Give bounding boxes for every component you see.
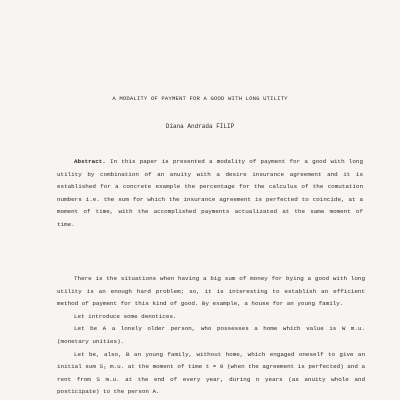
body-paragraph: Let be, also, B an young family, without home, which engaged oneself to give an initial sum S₁ m.u. at the moment of time t = 0 (when the agreement is perfected) and a rent from S m.u. at the end of every year, during n years (as anuity whole and posticipate) to the person A. (57, 350, 365, 396)
body-paragraph: Let introduce some denotices. (74, 312, 177, 320)
body-paragraph: There is the situations when having a big sum of money for bying a good with long utility is an enough hard problem; so, it is interesting to establish an efficient method of payment for this kind of good. By example, a house for an young family. (57, 275, 365, 308)
body-text (57, 273, 365, 399)
abstract-text: In this paper is presented a modality of payment for a good with long utility by combination of an anuity with a desire insurance agreement and it is established for a concrete example the percentage for the calculus of the comutation numbers i.e. the sum for which the insurance agreement is perfected to coincide, at a moment of time, with the accomplished payments actualizated at the same moment of time. (57, 158, 363, 228)
paper-title: A MODALITY OF PAYMENT FOR A GOOD WITH LONG UTILITY (112, 95, 288, 102)
body-paragraph: Let be A a lonely older person, who possesses a home which value is W m.u. (monetary unities). (57, 325, 365, 345)
abstract-label: Abstract. (74, 158, 106, 165)
abstract-paragraph (57, 156, 363, 232)
paper-author: Diana Andrada FILIP (165, 123, 235, 130)
